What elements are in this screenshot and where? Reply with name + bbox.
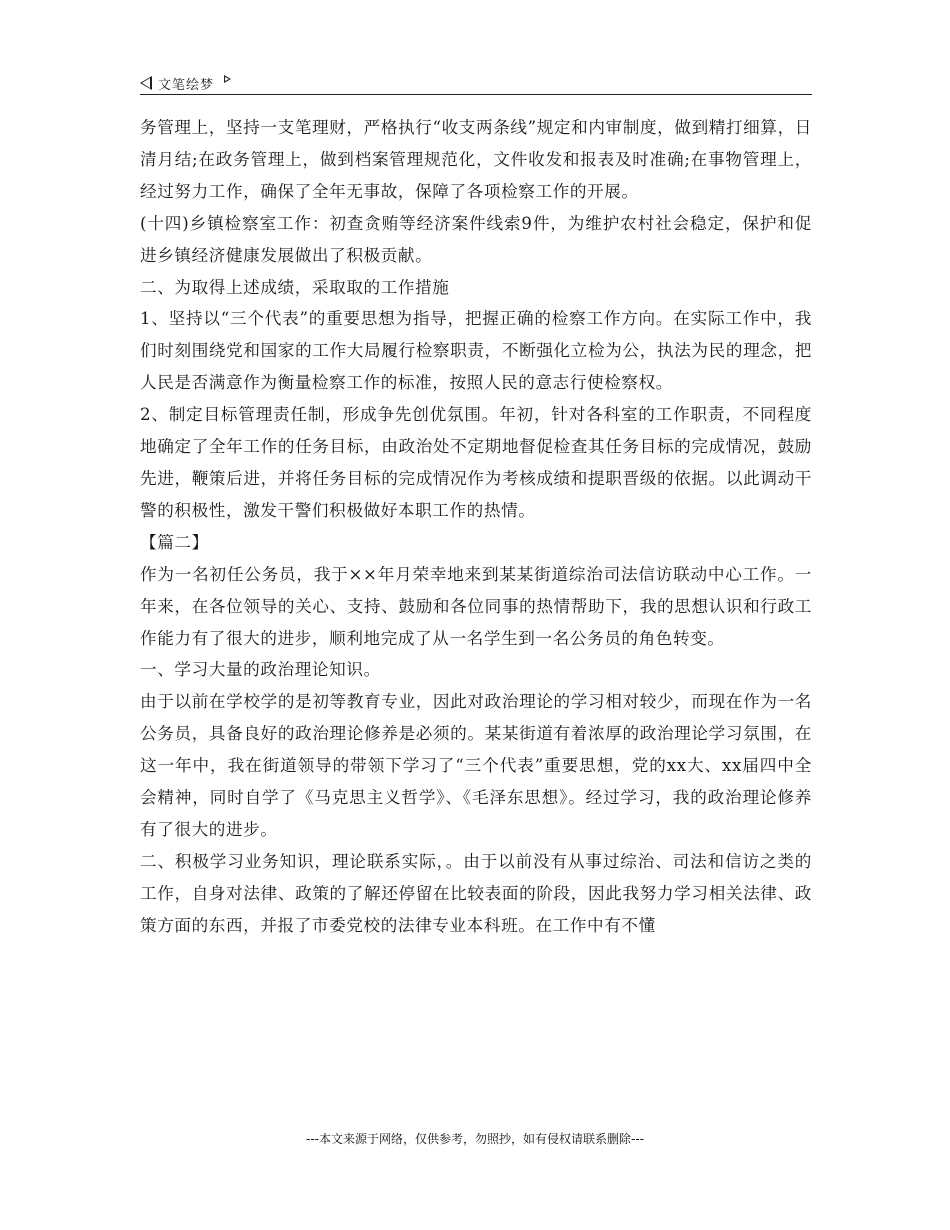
section-heading: 一、学习大量的政治理论知识。 <box>140 660 381 680</box>
paragraph: (十四)乡镇检察室工作：初查贪贿等经济案件线索9件，为维护农村社会稳定，保护和促进乡镇经济健康发展做出了积极贡献。 <box>140 213 812 265</box>
page-header <box>140 72 812 95</box>
document-body <box>140 112 812 942</box>
part-heading: 【篇二】 <box>140 532 209 552</box>
paragraph: 1、坚持以“三个代表”的重要思想为指导，把握正确的检察工作方向。在实际工作中，我们时刻围绕党和国家的工作大局履行检察职责，不断强化立检为公，执法为民的理念，把人民是否满意作为衡量检察工作的标准，按照人民的意志行使检察权。 <box>140 309 812 393</box>
section-heading: 二、为取得上述成绩，采取取的工作措施 <box>140 277 450 297</box>
page-footer: ---本文来源于网络，仅供参考，勿照抄，如有侵权请联系删除--- <box>306 1132 644 1146</box>
triangle-left-icon <box>140 76 152 90</box>
paragraph: 二、积极学习业务知识，理论联系实际，。由于以前没有从事过综治、司法和信访之类的工作，自身对法律、政策的了解还停留在比较表面的阶段，因此我努力学习相关法律、政策方面的东西，并报了市委党校的法律专业本科班。在工作中有不懂 <box>140 851 812 935</box>
paragraph: 作为一名初任公务员，我于××年月荣幸地来到某某街道综治司法信访联动中心工作。一年来，在各位领导的关心、支持、鼓励和各位同事的热情帮助下，我的思想认识和行政工作能力有了很大的进步，顺利地完成了从一名学生到一名公务员的角色转变。 <box>140 564 812 648</box>
header-brand: 文笔绘梦 <box>158 77 215 93</box>
triangle-right-icon <box>224 75 231 83</box>
paragraph: 2、制定目标管理责任制，形成争先创优氛围。年初，针对各科室的工作职责，不同程度地确定了全年工作的任务目标，由政治处不定期地督促检查其任务目标的完成情况，鼓励先进，鞭策后进，并将任务目标的完成情况作为考核成绩和提职晋级的依据。以此调动干警的积极性，激发干警们积极做好本职工作的热情。 <box>140 405 812 520</box>
paragraph: 由于以前在学校学的是初等教育专业，因此对政治理论的学习相对较少，而现在作为一名公务员，具备良好的政治理论修养是必须的。某某街道有着浓厚的政治理论学习氛围，在这一年中，我在街道领导的带领下学习了“三个代表”重要思想，党的xx大、xx届四中全会精神，同时自学了《马克思主义哲学》、《毛泽东思想》。经过学习，我的政治理论修养有了很大的进步。 <box>140 692 812 839</box>
paragraph: 务管理上，坚持一支笔理财，严格执行“收支两条线”规定和内审制度，做到精打细算，日清月结;在政务管理上，做到档案管理规范化，文件收发和报表及时准确;在事物管理上，经过努力工作，确保了全年无事故，保障了各项检察工作的开展。 <box>140 118 812 201</box>
